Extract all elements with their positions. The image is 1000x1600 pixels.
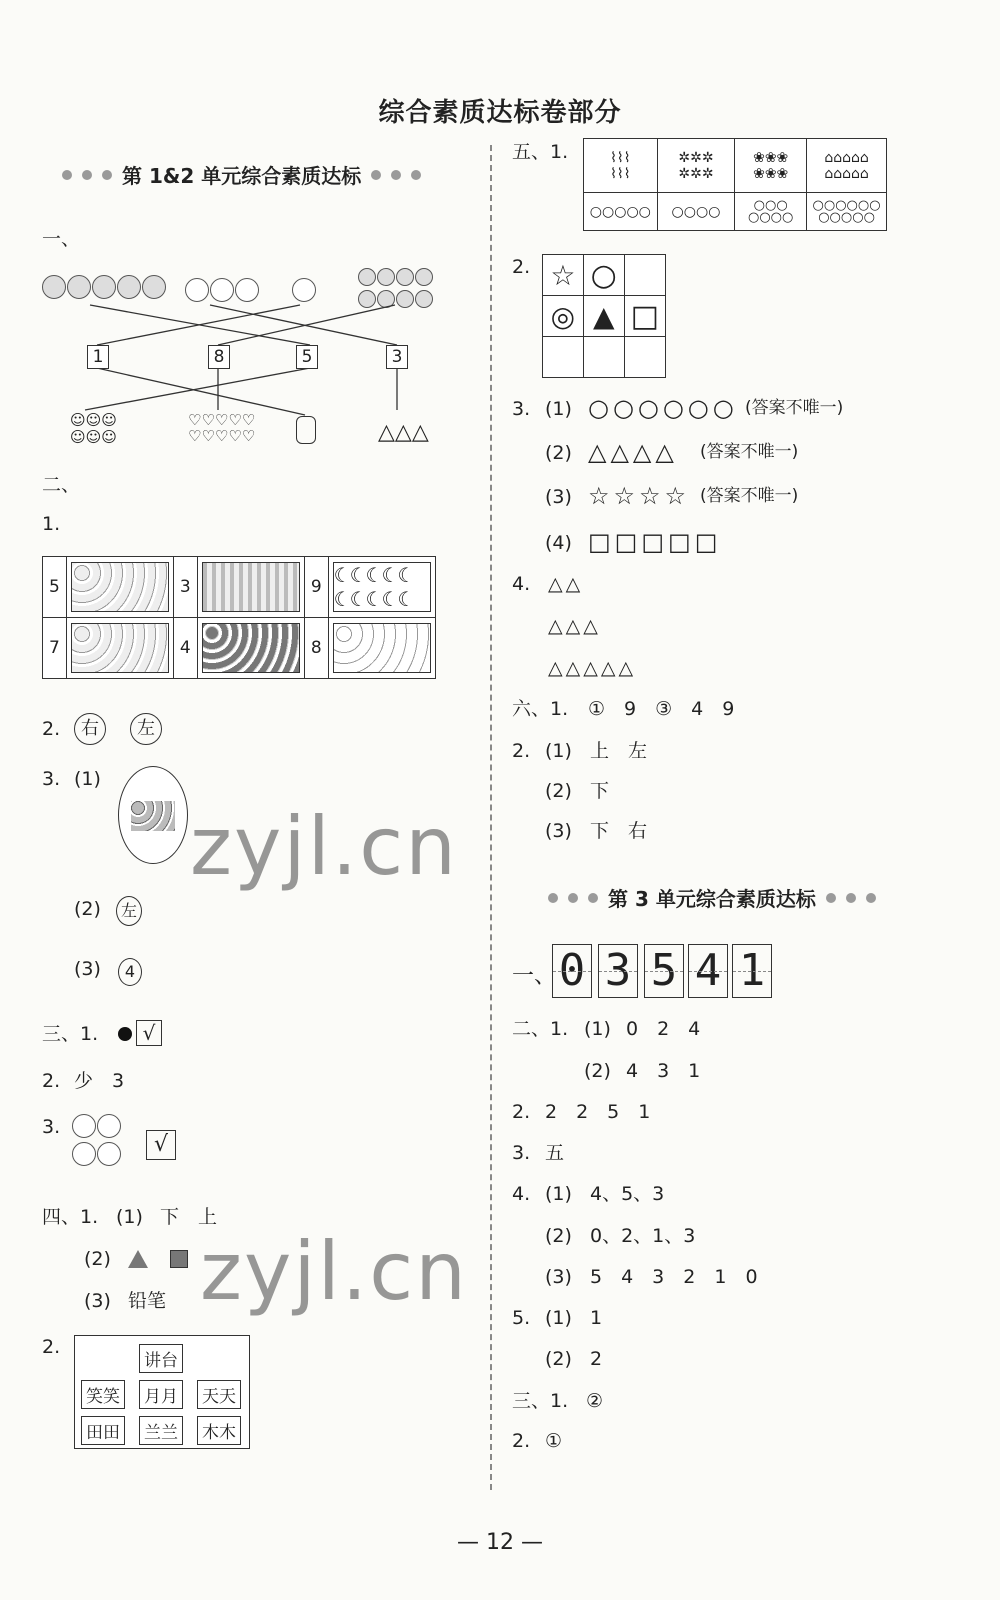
- seat-word: 田田: [81, 1416, 125, 1445]
- s3-q2-1-2-answer: 4 3 1: [626, 1060, 701, 1082]
- fruit-cell: [66, 557, 173, 618]
- q6-2-1-label: (1): [545, 740, 572, 762]
- page-number: — 12 —: [457, 1530, 543, 1555]
- s3-q2-5-label: 5.: [512, 1307, 531, 1329]
- match-number-box: 8: [208, 345, 230, 369]
- fruit-cell: [328, 618, 435, 679]
- q5-3-note: (答案不唯一): [700, 486, 799, 506]
- fruit-cell: ☾☾☾☾☾ ☾☾☾☾☾: [328, 557, 435, 618]
- s3-q2-4-1-label: (1): [545, 1183, 572, 1205]
- shape-grid: [542, 254, 666, 378]
- q3-2-label: 2.: [42, 1070, 61, 1092]
- s3-q2-5-1-answer: 1: [590, 1307, 603, 1329]
- q3-1-label: 三、1.: [42, 1023, 99, 1045]
- s3-q2-5-2-answer: 2: [590, 1348, 603, 1370]
- count-table: [583, 138, 887, 231]
- flowers-icon: ❀❀❀ ❀❀❀: [735, 139, 807, 193]
- seat-word: 木木: [197, 1416, 241, 1445]
- match-number-box: 5: [296, 345, 318, 369]
- gray-triangle-icon: [128, 1250, 148, 1268]
- circles-eleven: ○○○○○○ ○○○○○: [807, 193, 887, 231]
- s3-q2-4-3-label: (3): [545, 1266, 572, 1288]
- grid-number: 4: [173, 618, 197, 679]
- q6-2-2-answer: 下: [590, 780, 610, 802]
- grid-number: 9: [304, 557, 328, 618]
- seat-word: 月月: [139, 1380, 183, 1409]
- q2-label: 二、: [42, 474, 81, 496]
- q2-1-label: 1.: [42, 513, 61, 535]
- circled-answer: 右: [74, 713, 106, 745]
- bugs-icon: ✲✲✲ ✲✲✲: [657, 139, 735, 193]
- section-title: 第 1&2 单元综合素质达标: [122, 164, 362, 188]
- triangle-row: △△△△△: [548, 657, 637, 679]
- q2-3-3-label: (3): [74, 958, 101, 980]
- s3-q3-1-answer: ②: [586, 1390, 604, 1412]
- seat-word: 兰兰: [139, 1416, 183, 1445]
- circles-four: ○○○○: [657, 193, 735, 231]
- q6-1-label: 六、1.: [512, 698, 569, 720]
- circles-seven: ○○○ ○○○○: [735, 193, 807, 231]
- q3-3-label: 3.: [42, 1116, 61, 1138]
- seat-word: 天天: [197, 1380, 241, 1409]
- q5-3-note: (答案不唯一): [700, 442, 799, 462]
- fruit-cell: [66, 618, 173, 679]
- grid-number: 8: [304, 618, 328, 679]
- q5-3-note: (答案不唯一): [745, 398, 844, 418]
- cones-icon: △△△: [378, 420, 429, 445]
- q2-2-label: 2.: [42, 718, 61, 740]
- circle-icon: ○: [583, 255, 624, 296]
- q4-1-1-label: (1): [116, 1206, 143, 1228]
- fruit-cell: [197, 618, 304, 679]
- check-box: √: [146, 1130, 176, 1160]
- q4-1-2-label: (2): [84, 1248, 111, 1270]
- circled-answer: 4: [118, 958, 142, 986]
- triangle-row: △△△: [548, 615, 601, 637]
- fruit-count-grid: [42, 556, 436, 679]
- leaves-icon: ⌇⌇⌇ ⌇⌇⌇: [584, 139, 658, 193]
- hearts-icon: ♡♡♡♡♡ ♡♡♡♡♡: [188, 411, 256, 445]
- q3-2-answer: 少 3: [74, 1070, 125, 1092]
- q6-2-1-answer: 上 左: [590, 740, 648, 762]
- square-icon: □: [624, 296, 665, 337]
- s3-q3-2-label: 2.: [512, 1430, 531, 1452]
- grid-number: 5: [43, 557, 67, 618]
- peaches-icon: [72, 1114, 136, 1170]
- page-title: 综合素质达标卷部分: [378, 98, 622, 128]
- tracing-digit: 5: [644, 944, 684, 998]
- s3-q2-4-3-answer: 5 4 3 2 1 0: [590, 1266, 758, 1288]
- podium-label: 讲台: [139, 1344, 183, 1373]
- q6-2-3-answer: 下 右: [590, 820, 648, 842]
- q5-3-shapes: ○○○○○○: [588, 394, 738, 422]
- q5-4-label: 4.: [512, 573, 531, 595]
- s3-q2-1-1-label: (1): [584, 1018, 611, 1040]
- matching-lines: [0, 0, 500, 460]
- s3-q3-2-answer: ①: [545, 1430, 563, 1452]
- circles-five: ○○○○○: [584, 193, 658, 231]
- q4-2-label: 2.: [42, 1336, 61, 1358]
- section-title: 第 3 单元综合素质达标: [608, 887, 816, 911]
- q4-1-label: 四、1.: [42, 1206, 99, 1228]
- q4-1-3-answer: 铅笔: [128, 1290, 167, 1312]
- star-icon: ☆: [543, 255, 584, 296]
- s3-q2-5-1-label: (1): [545, 1307, 572, 1329]
- q1-label: 一、: [42, 228, 81, 250]
- q6-1-answer: ① 9 ③ 4 9: [588, 698, 735, 720]
- seat-word: 笑笑: [81, 1380, 125, 1409]
- circled-answer: 左: [116, 896, 142, 926]
- q5-3-item-number: (4): [545, 532, 572, 554]
- black-dot-icon: [118, 1027, 132, 1041]
- s3-q2-3-label: 3.: [512, 1142, 531, 1164]
- tracing-digit: 1: [732, 944, 772, 998]
- triangle-row: △△: [548, 573, 584, 595]
- q5-3-item-number: (3): [545, 486, 572, 508]
- q6-2-3-label: (3): [545, 820, 572, 842]
- q5-3-shapes: □□□□□: [588, 528, 722, 556]
- q5-3-shapes: △△△△: [588, 438, 678, 466]
- decorative-dots: [548, 893, 598, 903]
- q5-3-shapes: ☆☆☆☆: [588, 482, 691, 510]
- tracing-digit: 4: [688, 944, 728, 998]
- q6-2-2-label: (2): [545, 780, 572, 802]
- cakes-icon: ⌂⌂⌂⌂⌂ ⌂⌂⌂⌂⌂: [807, 139, 887, 193]
- match-number-box: 1: [87, 345, 109, 369]
- double-circle-icon: ◎: [543, 296, 584, 337]
- black-triangle-icon: ▲: [583, 296, 624, 337]
- tracing-digit: 3: [598, 944, 638, 998]
- s3-q2-5-2-label: (2): [545, 1348, 572, 1370]
- grid-number: 3: [173, 557, 197, 618]
- q5-3-item-number: (1): [545, 398, 572, 420]
- circled-answer: 左: [130, 713, 162, 745]
- q2-3-1-label: (1): [74, 768, 101, 790]
- grid-number: 7: [43, 618, 67, 679]
- match-number-box: 3: [386, 345, 408, 369]
- circled-grapes-icon: [118, 766, 188, 864]
- q4-1-3-label: (3): [84, 1290, 111, 1312]
- q5-1-label: 五、1.: [512, 141, 569, 163]
- s3-q2-1-1-answer: 0 2 4: [626, 1018, 701, 1040]
- q2-3-2-label: (2): [74, 898, 101, 920]
- tracing-digit: 0: [552, 944, 592, 998]
- s3-q2-1-2-label: (2): [584, 1060, 611, 1082]
- smiley-faces-icon: ☺☺☺ ☺☺☺: [70, 411, 117, 446]
- fruit-cell: [197, 557, 304, 618]
- s3-q2-1-label: 二、1.: [512, 1018, 569, 1040]
- section-header-unit-3: [548, 883, 876, 912]
- q5-3-label: 3.: [512, 398, 531, 420]
- seating-chart: [74, 1335, 250, 1449]
- s3-q2-4-label: 4.: [512, 1183, 531, 1205]
- decorative-dots: [826, 893, 876, 903]
- s3-q2-4-2-label: (2): [545, 1225, 572, 1247]
- s3-q2-4-2-answer: 0、2、1、3: [590, 1225, 696, 1247]
- watermark: zyjl.cn: [190, 800, 458, 893]
- gray-square-icon: [170, 1250, 188, 1268]
- q5-3-item-number: (2): [545, 442, 572, 464]
- cylinder-icon: [296, 416, 316, 444]
- s3-q3-1-label: 三、1.: [512, 1390, 569, 1412]
- s3-q2-2-label: 2.: [512, 1101, 531, 1123]
- s3-q1-label: 一、: [512, 964, 557, 989]
- q6-2-label: 2.: [512, 740, 531, 762]
- q2-3-label: 3.: [42, 768, 61, 790]
- check-box: √: [136, 1020, 162, 1046]
- q5-2-label: 2.: [512, 256, 531, 278]
- s3-q2-2-answer: 2 2 5 1: [545, 1101, 651, 1123]
- q4-1-1-answer: 下 上: [160, 1206, 218, 1228]
- s3-q2-4-1-answer: 4、5、3: [590, 1183, 665, 1205]
- watermark: zyjl.cn: [200, 1225, 468, 1318]
- s3-q2-3-answer: 五: [545, 1142, 565, 1164]
